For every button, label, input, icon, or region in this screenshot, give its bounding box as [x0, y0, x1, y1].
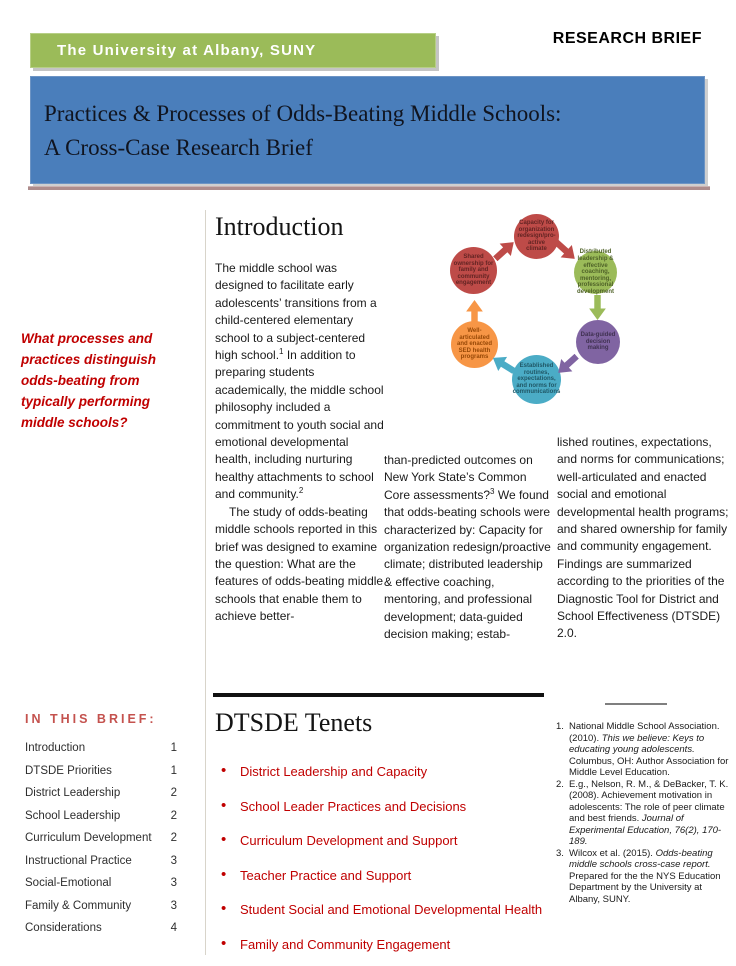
diagram-node-established-routines: Established routines, expectations, and norms for communications	[512, 355, 561, 404]
toc-page-number: 4	[170, 922, 177, 934]
diagram-node-sed-health-programs: Well-articulated and enacted SED health programs	[451, 321, 498, 368]
intro-paragraph-2-cont: than-predicted outcomes on New York State’s Common Core assessments?$^3$ We found that odds-beating schools were characterized by: Capacity for organization redesign/proactive climate; distributed leadership & effective coaching, mentoring, and professional development; data-guided decision making; estab-	[384, 453, 551, 642]
university-banner-label: The University at Albany, SUNY	[57, 42, 317, 59]
intro-column-1	[215, 260, 387, 626]
footnotes-list	[556, 721, 735, 905]
intro-paragraph-2: The study of odds-beating middle schools reported in this brief was designed to examine the question: What are the features of odds-beating middle schools that enable them to achieve better-	[215, 504, 384, 624]
toc-page-number: 3	[170, 899, 177, 912]
intro-paragraph-2-end: lished routines, expectations, and norms for communications; well-articulated and enacted social and emotional developmental health programs; and shared ownership for family and community engagement. Findings are summarized according to the priorities of the Diagnostic Tool for District and School Effectiveness (DTSDE) 2.0.	[557, 435, 729, 641]
toc-page-number: 3	[170, 877, 177, 889]
toc-heading: IN THIS BRIEF:	[25, 712, 157, 726]
diagram-node-shared-ownership: Shared ownership for family and community engagement	[450, 247, 497, 294]
footnote-ref-2: 2	[298, 486, 304, 496]
section-divider-horizontal	[213, 693, 544, 697]
diagram-node-data-guided-decision-making: Data-guided decision making	[576, 320, 620, 364]
toc-entry-considerations: Considerations 4	[25, 922, 177, 934]
section-heading-dtsde-tenets: DTSDE Tenets	[215, 708, 373, 737]
toc-page-number: 2	[170, 809, 177, 822]
tenet-family-community: • Family and Community Engagement	[215, 936, 545, 954]
title-banner	[30, 76, 705, 184]
toc-entry-family-community: Family & Community 3	[25, 899, 177, 912]
toc-entry-district-leadership: District Leadership 2	[25, 787, 177, 799]
intro-column-3	[557, 434, 732, 643]
toc-page-number: 1	[170, 742, 177, 754]
tenets-list	[215, 763, 545, 966]
university-banner	[30, 33, 436, 68]
toc-entry-introduction: Introduction 1	[25, 742, 177, 754]
pull-quote-question: What processes and practices distinguish odds-beating from typically performing middle schools?	[21, 331, 157, 430]
tenet-teacher-practice: • Teacher Practice and Support	[215, 867, 545, 885]
intro-column-2	[384, 452, 552, 643]
cycle-arrow-icon	[588, 295, 607, 320]
toc-entry-school-leadership: School Leadership 2	[25, 809, 177, 822]
toc-page-number: 1	[170, 764, 177, 777]
page-title-line2: A Cross-Case Research Brief	[44, 135, 313, 160]
footnote-ref-3: 3	[490, 486, 495, 496]
tenet-curriculum: • Curriculum Development and Support	[215, 832, 545, 850]
toc-page-number: 2	[170, 832, 177, 844]
diagram-node-distributed-leadership: Distributed leadership & effective coaching, mentoring, professional development	[574, 251, 617, 294]
title-banner-underline	[28, 186, 710, 190]
toc-entry-instructional-practice: Instructional Practice 3	[25, 854, 177, 867]
footnote-ref-1: 1	[279, 347, 284, 357]
section-heading-introduction: Introduction	[215, 212, 344, 241]
content-divider-vertical	[205, 210, 206, 955]
diagram-node-capacity: Capacity for organization redesign/pro-active climate	[514, 214, 559, 259]
odds-beating-cycle-diagram	[440, 210, 640, 415]
tenet-school-leader: • School Leader Practices and Decisions	[215, 798, 545, 816]
tenet-student-sed-health: • Student Social and Emotional Developmental Health	[215, 901, 545, 919]
tenet-district-leadership: • District Leadership and Capacity	[215, 763, 545, 781]
toc-entry-social-emotional: Social-Emotional 3	[25, 877, 177, 889]
toc-page-number: 2	[170, 787, 177, 799]
footnote-1: 1. National Middle School Association. (2010). This we believe: Keys to educating young adolescents. Columbus, OH: Author Association for Middle Level Education.	[556, 721, 729, 778]
intro-paragraph-1: The middle school was designed to facilitate early adolescents’ transitions from a child-centered elementary school to a subject-centered high school.$^1$ In addition to preparing students academically, the middle school philosophy included a commitment to youth social and emotional developmental health, including nurturing healthy attachments to school and community.$^2$	[215, 261, 384, 502]
page-title-line1: Practices & Processes of Odds-Beating Middle Schools:	[44, 101, 562, 126]
toc-list	[25, 742, 177, 945]
footnotes-divider	[605, 703, 667, 705]
footnote-3: 3. Wilcox et al. (2015). Odds-beating middle schools cross-case report. Prepared for the the NYS Education Department by the University at Albany, SUNY.	[556, 847, 721, 905]
toc-entry-dtsde-priorities: DTSDE Priorities 1	[25, 764, 177, 777]
footnote-2: 2. E.g., Nelson, R. M., & DeBacker, T. K. (2008). Achievement motivation in adolescents: The role of peer climate and best friends. Journal of Experimental Education, 76(2), 170-189.	[556, 778, 729, 847]
toc-page-number: 3	[170, 854, 177, 867]
toc-entry-curriculum-development: Curriculum Development 2	[25, 832, 177, 844]
research-brief-label: RESEARCH BRIEF	[552, 30, 702, 47]
